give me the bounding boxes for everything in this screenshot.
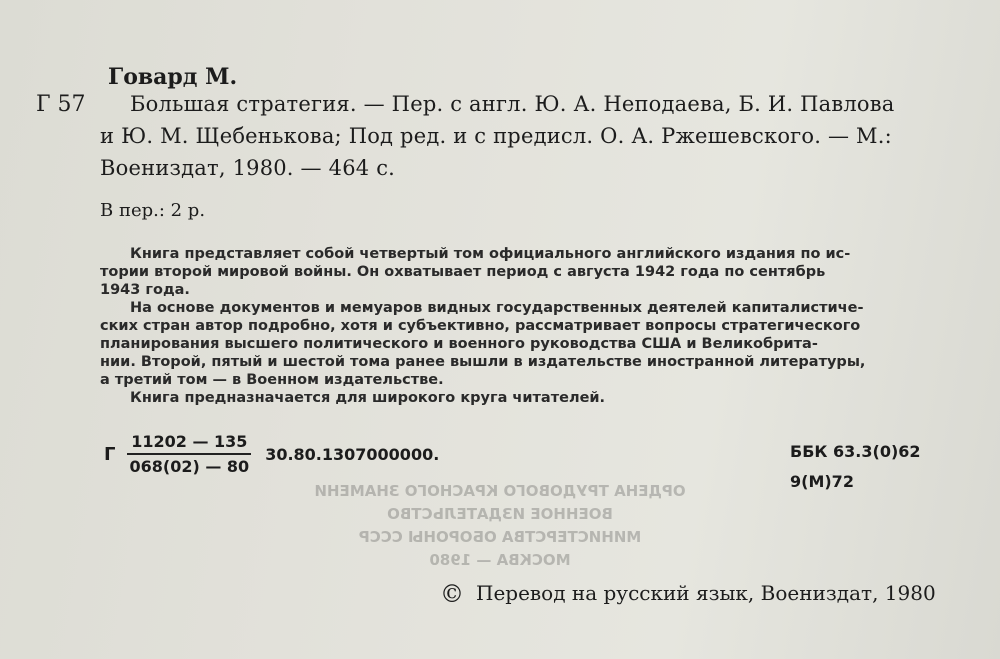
annotation-line: ских стран автор подробно, хотя и субъективно, рассматривает вопросы стратегического <box>100 318 861 334</box>
bleed-line: ВОЕННОЕ ИЗДАТЕЛЬСТВО <box>387 505 613 523</box>
annotation-line: На основе документов и мемуаров видных государственных деятелей капиталистиче- <box>130 300 864 316</box>
fraction-denominator: 068(02) — 80 <box>129 457 250 476</box>
annotation-line: Книга предназначается для широкого круга читателей. <box>130 390 606 406</box>
bleed-line: МИНИСТЕРСТВА ОБОРОНЫ СССР <box>358 528 642 546</box>
annotation-line: 1943 года. <box>100 282 190 298</box>
annotation-line: нии. Второй, пятый и шестой тома ранее вышли в издательстве иностранной литературы, <box>100 354 866 370</box>
annotation-line: Книга представляет собой четвертый том официального английского издания по ис- <box>130 246 851 262</box>
classification-letter: Г <box>104 443 116 465</box>
price-line: В пер.: 2 р. <box>100 200 206 221</box>
copyright-line <box>440 580 936 608</box>
classification-fraction <box>104 432 439 476</box>
fraction-numerator: 11202 — 135 <box>127 432 251 455</box>
author-name: Говард М. <box>108 64 238 90</box>
annotation-line: а третий том — в Военном издательстве. <box>100 372 444 388</box>
annotation-line: планирования высшего политического и военного руководства США и Великобрита- <box>100 336 818 352</box>
bbk-index-2: 9(М)72 <box>790 472 854 491</box>
bibliographic-line-2: и Ю. М. Щебенькова; Под ред. и с предисл. О. А. Ржешевского. — М.: <box>100 124 892 148</box>
classification-code: 30.80.1307000000. <box>265 444 440 464</box>
copyright-icon: © <box>440 580 464 608</box>
bleed-line: ОРДЕНА ТРУДОВОГО КРАСНОГО ЗНАМЕНИ <box>314 482 686 500</box>
bleed-through-text <box>220 480 780 572</box>
bleed-line: МОСКВА — 1980 <box>429 551 571 569</box>
annotation-line: тории второй мировой войны. Он охватывает период с августа 1942 года по сентябрь <box>100 264 826 280</box>
fraction-box <box>125 432 253 476</box>
bibliographic-line-3: Воениздат, 1980. — 464 с. <box>100 156 396 180</box>
catalog-code: Г 57 <box>36 92 86 117</box>
bibliographic-line-1: Большая стратегия. — Пер. с англ. Ю. А. Неподаева, Б. И. Павлова <box>130 92 895 116</box>
bbk-index: ББК 63.3(0)62 <box>790 442 921 461</box>
copyright-text: Перевод на русский язык, Воениздат, 1980 <box>476 581 936 605</box>
